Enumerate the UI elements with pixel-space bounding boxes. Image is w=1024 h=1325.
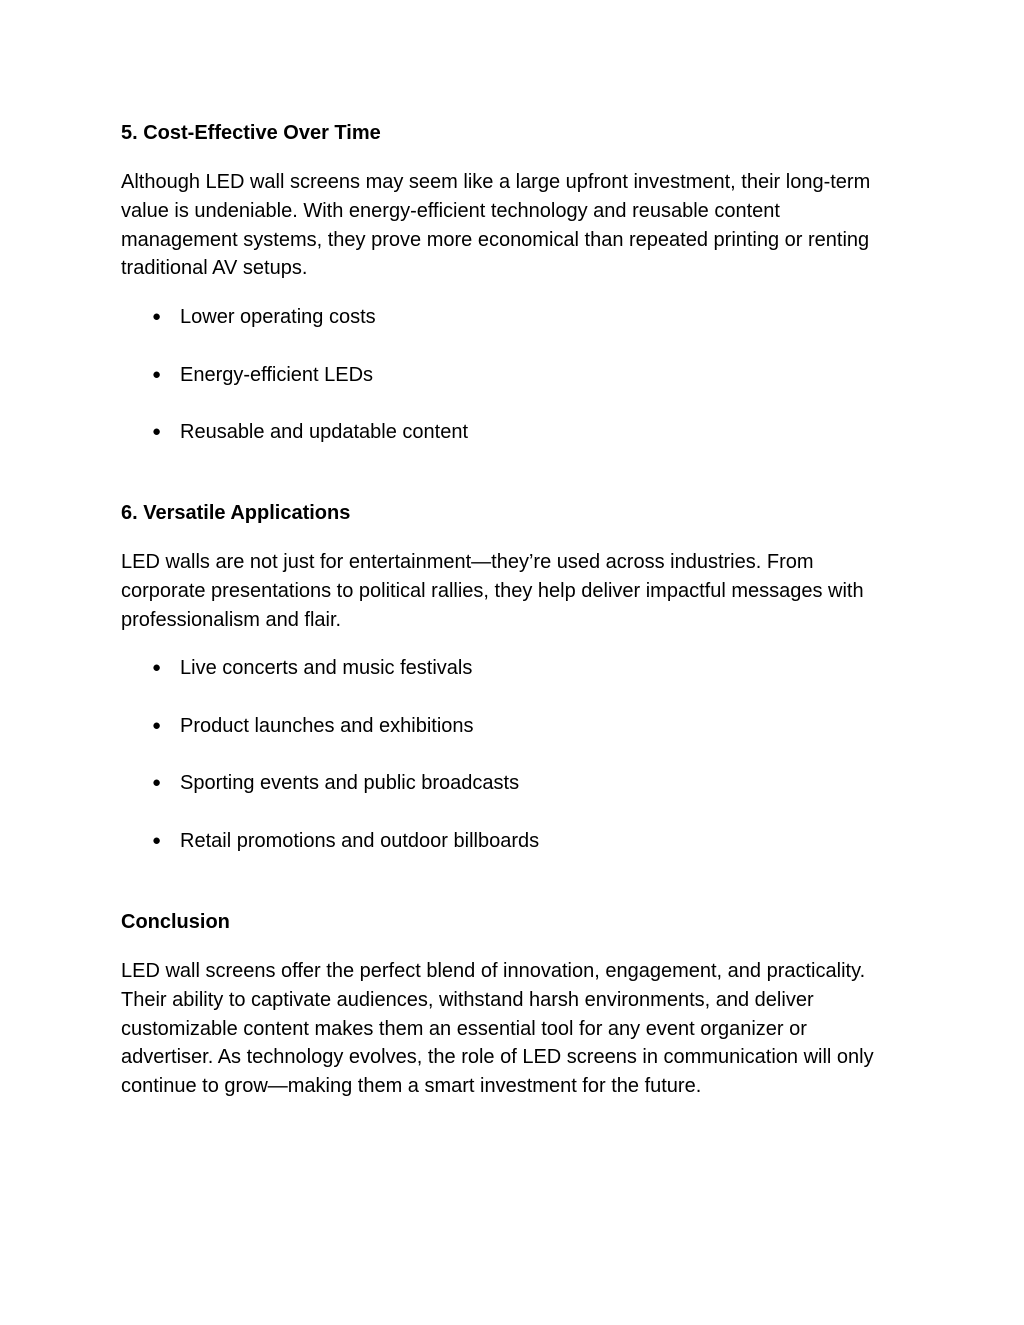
bullet-dot-icon: ● bbox=[152, 774, 162, 791]
list-item-text: Sporting events and public broadcasts bbox=[180, 772, 520, 794]
section-paragraph-versatile-applications: LED walls are not just for entertainment—they’re used across industries. From corporate presentations to political rallies, they help deliver impactful messages with professionalism and flair. bbox=[121, 551, 864, 631]
bullet-dot-icon: ● bbox=[152, 423, 162, 440]
list-item bbox=[152, 714, 474, 738]
section-paragraph-cost-effective: Although LED wall screens may seem like a large upfront investment, their long-term value is undeniable. With energy-efficient technology and reusable content management systems, they prove more economical than repeated printing or renting traditional AV setups. bbox=[121, 171, 871, 280]
section-paragraph-conclusion: LED wall screens offer the perfect blend of innovation, engagement, and practicality. Their ability to captivate audiences, withstand harsh environments, and deliver customizable content makes them an essential tool for any event organizer or advertiser. As technology evolves, the role of LED screens in communication will only continue to grow—making them a smart investment for the future. bbox=[121, 960, 874, 1098]
list-item-text: Energy-efficient LEDs bbox=[180, 364, 374, 386]
bullet-dot-icon: ● bbox=[152, 659, 162, 676]
list-item-text: Live concerts and music festivals bbox=[180, 657, 473, 679]
list-item bbox=[152, 656, 472, 680]
bullet-dot-icon: ● bbox=[152, 717, 162, 734]
section-heading-cost-effective: 5. Cost-Effective Over Time bbox=[121, 122, 381, 144]
list-item-text: Product launches and exhibitions bbox=[180, 715, 474, 737]
bullet-dot-icon: ● bbox=[152, 366, 162, 383]
list-item bbox=[152, 771, 519, 795]
list-item bbox=[152, 363, 373, 387]
bullet-dot-icon: ● bbox=[152, 832, 162, 849]
bullet-dot-icon: ● bbox=[152, 308, 162, 325]
list-item-text: Reusable and updatable content bbox=[180, 421, 469, 443]
list-item-text: Retail promotions and outdoor billboards bbox=[180, 830, 540, 852]
list-item bbox=[152, 420, 468, 444]
list-item bbox=[152, 829, 539, 853]
list-item-text: Lower operating costs bbox=[180, 306, 376, 328]
section-heading-conclusion: Conclusion bbox=[121, 911, 230, 933]
section-heading-versatile-applications: 6. Versatile Applications bbox=[121, 502, 351, 524]
list-item bbox=[152, 305, 376, 329]
